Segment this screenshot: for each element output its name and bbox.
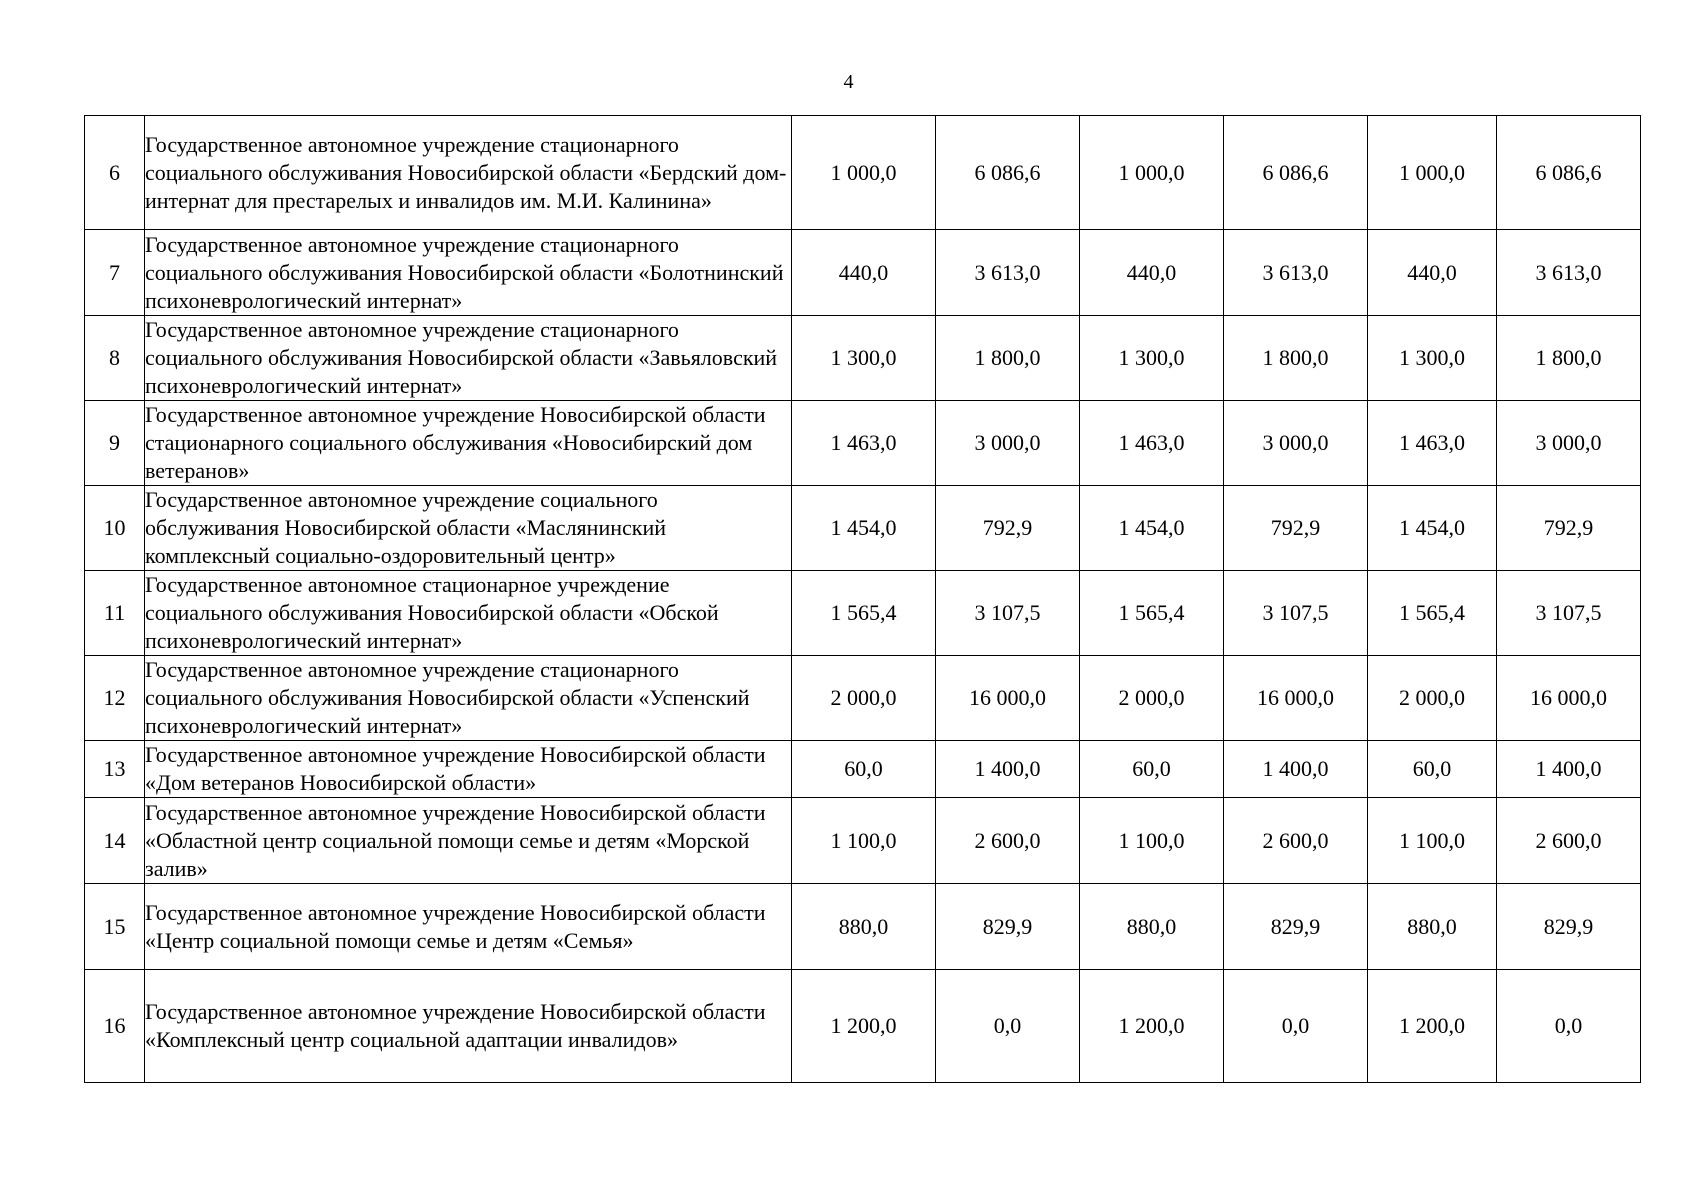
table-row [85, 741, 1641, 798]
table-body [85, 116, 1641, 1083]
value-cell-5: 440,0 [1368, 230, 1497, 316]
value-cell-4: 16 000,0 [1224, 656, 1368, 741]
institution-name: Государственное автономное учреждение Новосибирской области «Центр социальной помощи семье и детям «Семья» [145, 884, 792, 970]
value-cell-5: 1 300,0 [1368, 316, 1497, 401]
value-cell-6: 829,9 [1497, 884, 1641, 970]
table-row [85, 486, 1641, 571]
value-cell-6: 1 400,0 [1497, 741, 1641, 798]
value-cell-3: 1 000,0 [1080, 116, 1224, 230]
institution-name: Государственное автономное стационарное учреждение социального обслуживания Новосибирской области «Обской психоневрологический интернат» [145, 571, 792, 656]
value-cell-4: 1 800,0 [1224, 316, 1368, 401]
value-cell-6: 1 800,0 [1497, 316, 1641, 401]
row-number: 15 [85, 884, 145, 970]
value-cell-3: 880,0 [1080, 884, 1224, 970]
row-number: 14 [85, 798, 145, 884]
value-cell-1: 1 200,0 [792, 970, 936, 1083]
value-cell-6: 6 086,6 [1497, 116, 1641, 230]
value-cell-1: 440,0 [792, 230, 936, 316]
value-cell-4: 0,0 [1224, 970, 1368, 1083]
value-cell-6: 2 600,0 [1497, 798, 1641, 884]
row-number: 13 [85, 741, 145, 798]
value-cell-1: 1 100,0 [792, 798, 936, 884]
value-cell-3: 440,0 [1080, 230, 1224, 316]
value-cell-6: 792,9 [1497, 486, 1641, 571]
institution-name: Государственное автономное учреждение стационарного социального обслуживания Новосибирской области «Болотнинский психоневрологический интернат» [145, 230, 792, 316]
row-number: 16 [85, 970, 145, 1083]
value-cell-6: 0,0 [1497, 970, 1641, 1083]
institution-name: Государственное автономное учреждение социального обслуживания Новосибирской области «Маслянинский комплексный социально-оздоровительный центр» [145, 486, 792, 571]
value-cell-3: 1 100,0 [1080, 798, 1224, 884]
value-cell-5: 60,0 [1368, 741, 1497, 798]
value-cell-2: 2 600,0 [936, 798, 1080, 884]
row-number: 6 [85, 116, 145, 230]
value-cell-5: 880,0 [1368, 884, 1497, 970]
value-cell-3: 2 000,0 [1080, 656, 1224, 741]
value-cell-2: 6 086,6 [936, 116, 1080, 230]
row-number: 7 [85, 230, 145, 316]
value-cell-3: 1 454,0 [1080, 486, 1224, 571]
institution-name: Государственное автономное учреждение стационарного социального обслуживания Новосибирской области «Успенский психоневрологический интернат» [145, 656, 792, 741]
table-row [85, 884, 1641, 970]
value-cell-1: 1 000,0 [792, 116, 936, 230]
row-number: 11 [85, 571, 145, 656]
value-cell-2: 3 107,5 [936, 571, 1080, 656]
table-row [85, 798, 1641, 884]
value-cell-5: 1 454,0 [1368, 486, 1497, 571]
value-cell-2: 1 400,0 [936, 741, 1080, 798]
institution-name: Государственное автономное учреждение Новосибирской области «Областной центр социальной помощи семье и детям «Морской залив» [145, 798, 792, 884]
value-cell-2: 3 000,0 [936, 401, 1080, 486]
value-cell-5: 1 000,0 [1368, 116, 1497, 230]
table-row [85, 970, 1641, 1083]
value-cell-2: 792,9 [936, 486, 1080, 571]
value-cell-5: 2 000,0 [1368, 656, 1497, 741]
value-cell-2: 1 800,0 [936, 316, 1080, 401]
table-row [85, 401, 1641, 486]
value-cell-2: 3 613,0 [936, 230, 1080, 316]
value-cell-1: 1 565,4 [792, 571, 936, 656]
value-cell-3: 60,0 [1080, 741, 1224, 798]
value-cell-5: 1 463,0 [1368, 401, 1497, 486]
value-cell-1: 1 463,0 [792, 401, 936, 486]
institution-name: Государственное автономное учреждение Новосибирской области стационарного социального обслуживания «Новосибирский дом ветеранов» [145, 401, 792, 486]
value-cell-5: 1 565,4 [1368, 571, 1497, 656]
funding-table [84, 115, 1641, 1083]
value-cell-3: 1 565,4 [1080, 571, 1224, 656]
table-row [85, 656, 1641, 741]
value-cell-4: 1 400,0 [1224, 741, 1368, 798]
value-cell-1: 2 000,0 [792, 656, 936, 741]
value-cell-1: 1 300,0 [792, 316, 936, 401]
value-cell-6: 3 107,5 [1497, 571, 1641, 656]
value-cell-4: 2 600,0 [1224, 798, 1368, 884]
value-cell-5: 1 200,0 [1368, 970, 1497, 1083]
row-number: 8 [85, 316, 145, 401]
row-number: 10 [85, 486, 145, 571]
value-cell-6: 3 000,0 [1497, 401, 1641, 486]
value-cell-2: 16 000,0 [936, 656, 1080, 741]
table-row [85, 316, 1641, 401]
value-cell-6: 16 000,0 [1497, 656, 1641, 741]
value-cell-4: 3 000,0 [1224, 401, 1368, 486]
value-cell-3: 1 300,0 [1080, 316, 1224, 401]
value-cell-3: 1 463,0 [1080, 401, 1224, 486]
value-cell-4: 829,9 [1224, 884, 1368, 970]
value-cell-6: 3 613,0 [1497, 230, 1641, 316]
value-cell-4: 792,9 [1224, 486, 1368, 571]
page-number: 4 [843, 71, 854, 93]
row-number: 12 [85, 656, 145, 741]
value-cell-2: 829,9 [936, 884, 1080, 970]
value-cell-4: 3 613,0 [1224, 230, 1368, 316]
institution-name: Государственное автономное учреждение Новосибирской области «Дом ветеранов Новосибирской области» [145, 741, 792, 798]
row-number: 9 [85, 401, 145, 486]
table-row [85, 571, 1641, 656]
value-cell-3: 1 200,0 [1080, 970, 1224, 1083]
value-cell-1: 1 454,0 [792, 486, 936, 571]
table-row [85, 230, 1641, 316]
value-cell-2: 0,0 [936, 970, 1080, 1083]
institution-name: Государственное автономное учреждение стационарного социального обслуживания Новосибирской области «Завьяловский психоневрологический интернат» [145, 316, 792, 401]
value-cell-4: 3 107,5 [1224, 571, 1368, 656]
value-cell-4: 6 086,6 [1224, 116, 1368, 230]
institution-name: Государственное автономное учреждение стационарного социального обслуживания Новосибирской области «Бердский дом-интернат для престарелых и инвалидов им. М.И. Калинина» [145, 116, 792, 230]
table-row [85, 116, 1641, 230]
institution-name: Государственное автономное учреждение Новосибирской области «Комплексный центр социальной адаптации инвалидов» [145, 970, 792, 1083]
value-cell-1: 880,0 [792, 884, 936, 970]
value-cell-1: 60,0 [792, 741, 936, 798]
value-cell-5: 1 100,0 [1368, 798, 1497, 884]
